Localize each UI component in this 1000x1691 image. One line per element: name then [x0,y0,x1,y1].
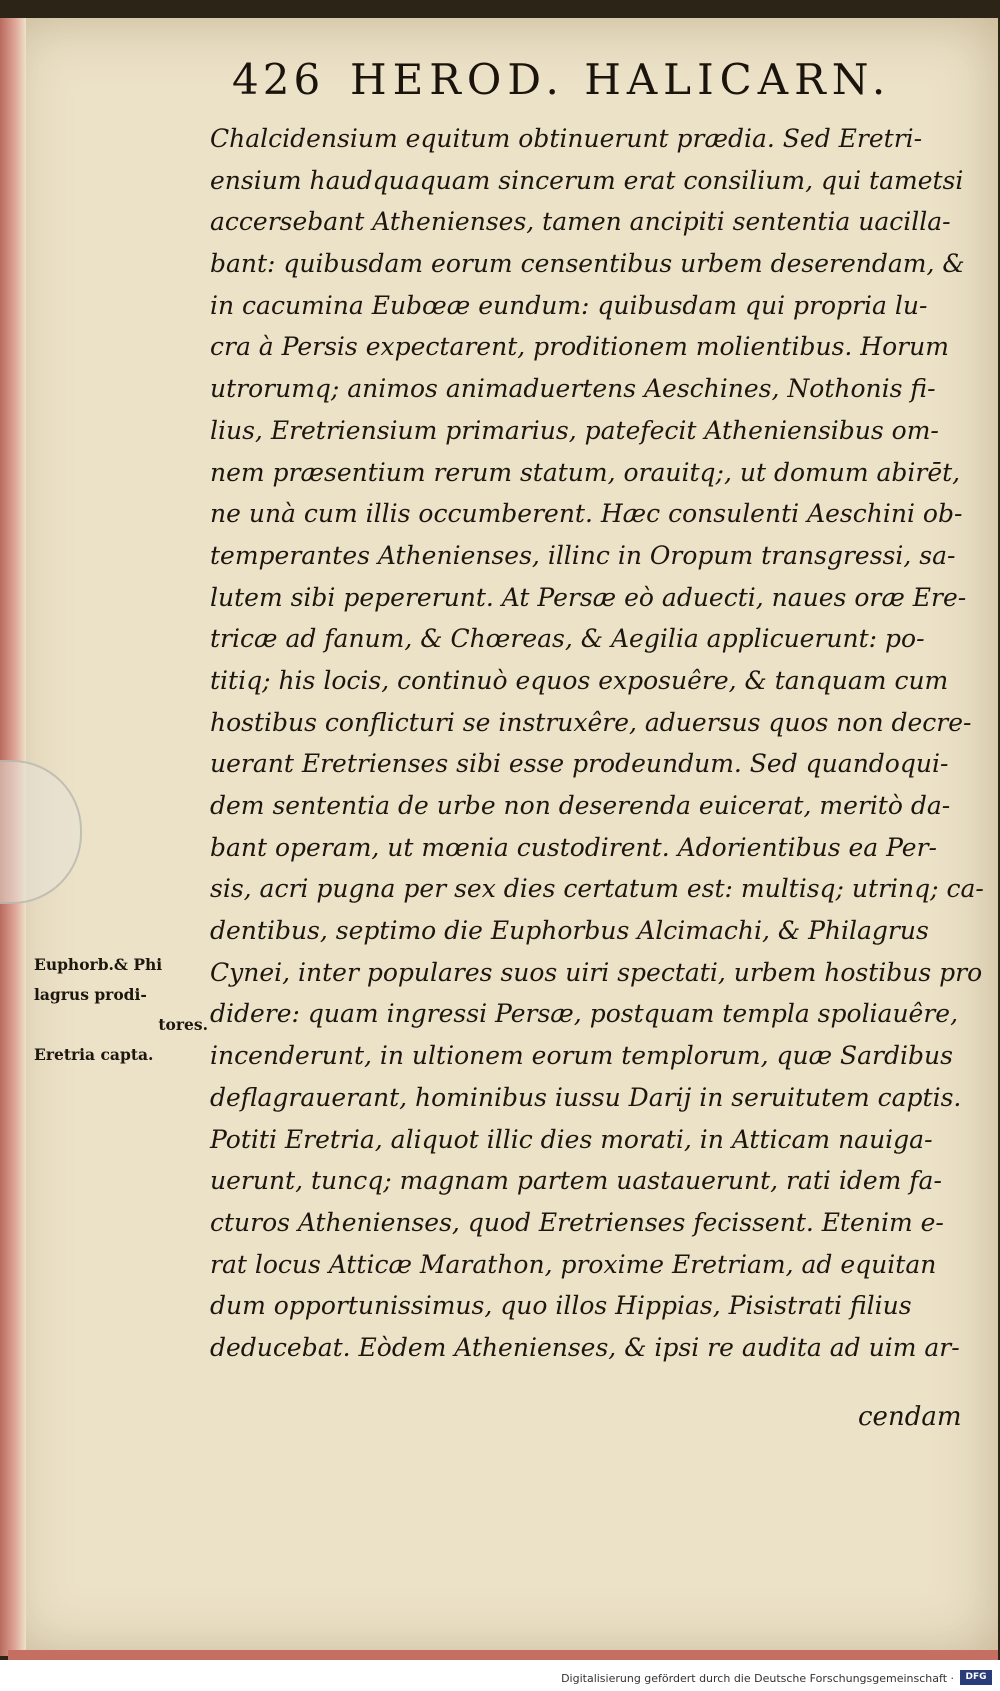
dfg-logo: DFG [960,1670,992,1685]
catchword: cendam [858,1402,962,1432]
text-line: deducebat. Eòdem Athenienses, & ipsi re audita ad uim ar- [210,1332,960,1362]
footer-credit: Digitalisierung gefördert durch die Deutsche Forschungsgemeinschaft · [561,1672,954,1685]
text-line: rat locus Atticæ Marathon, proxime Eretriam, ad equitan [210,1249,937,1279]
text-line: uerant Eretrienses sibi esse prodeundum. Sed quandoqui- [210,749,949,779]
page-header [232,55,912,115]
text-line: nem præsentium rerum statum, orauitq;, ut domum abirēt, [210,457,961,487]
margin-note-line: tores. [158,1015,208,1034]
text-line: ne unà cum illis occumberent. Hæc consulenti Aeschini ob- [210,499,963,529]
body-text [210,118,984,1369]
text-line: cra à Persis expectarent, proditionem molientibus. Horum [210,332,949,362]
running-title: HEROD. HALICARN. [350,55,892,104]
text-line: utrorumq; animos animaduertens Aeschines, Nothonis fi- [210,374,936,404]
text-line: Cynei, inter populares suos uiri spectati, urbem hostibus pro [210,957,983,987]
margin-notes [34,950,210,1070]
margin-note-line: Eretria capta. [34,1045,154,1064]
text-line: titiq; his locis, continuò equos exposuêre, & tanquam cum [210,665,949,695]
text-line: in cacumina Eubœæ eundum: quibusdam qui propria lu- [210,290,928,320]
margin-note-line: Euphorb.& Phi [34,955,163,974]
text-line: lius, Eretriensium primarius, patefecit Atheniensibus om- [210,415,939,445]
footer [0,1668,1000,1690]
page-number: 426 [232,55,325,104]
text-line: dum opportunissimus, quo illos Hippias, Pisistrati filius [210,1291,912,1321]
text-line: temperantes Athenienses, illinc in Oropum transgressi, sa- [210,540,956,570]
text-line: bant: quibusdam eorum censentibus urbem deserendam, & [210,249,965,279]
text-line: didere: quam ingressi Persæ, postquam templa spoliauêre, [210,999,959,1029]
text-line: bant operam, ut mœnia custodirent. Adorientibus ea Per- [210,832,938,862]
text-line: ensium haudquaquam sincerum erat consilium, qui tametsi [210,165,964,195]
text-line: Potiti Eretria, aliquot illic dies morati, in Atticam nauiga- [210,1124,933,1154]
text-line: tricæ ad fanum, & Chœreas, & Aegilia applicuerunt: po- [210,624,925,654]
text-line: hostibus conflicturi se instruxêre, aduersus quos non decre- [210,707,972,737]
text-line: dem sententia de urbe non deserenda euicerat, meritò da- [210,791,951,820]
text-line: uerunt, tuncq; magnam partem uastauerunt, rati idem fa- [210,1166,942,1196]
margin-note-line: lagrus prodi- [34,985,147,1004]
text-line: Chalcidensium equitum obtinuerunt prædia. Sed Eretri- [210,124,923,153]
page-bottom-edge [8,1650,998,1660]
text-line: dentibus, septimo die Euphorbus Alcimachi, & Philagrus [210,916,929,946]
text-line: accersebant Athenienses, tamen ancipiti sententia uacilla- [210,207,951,237]
text-line: lutem sibi pepererunt. At Persæ eò aduecti, naues oræ Ere- [210,582,967,612]
text-line: incenderunt, in ultionem eorum templorum, quæ Sardibus [210,1041,953,1071]
text-line: deflagrauerant, hominibus iussu Darij in seruitutem captis. [210,1082,962,1112]
text-line: sis, acri pugna per sex dies certatum est: multisq; utrinq; ca- [210,874,984,904]
text-line: cturos Athenienses, quod Eretrienses fecissent. Etenim e- [210,1207,944,1237]
